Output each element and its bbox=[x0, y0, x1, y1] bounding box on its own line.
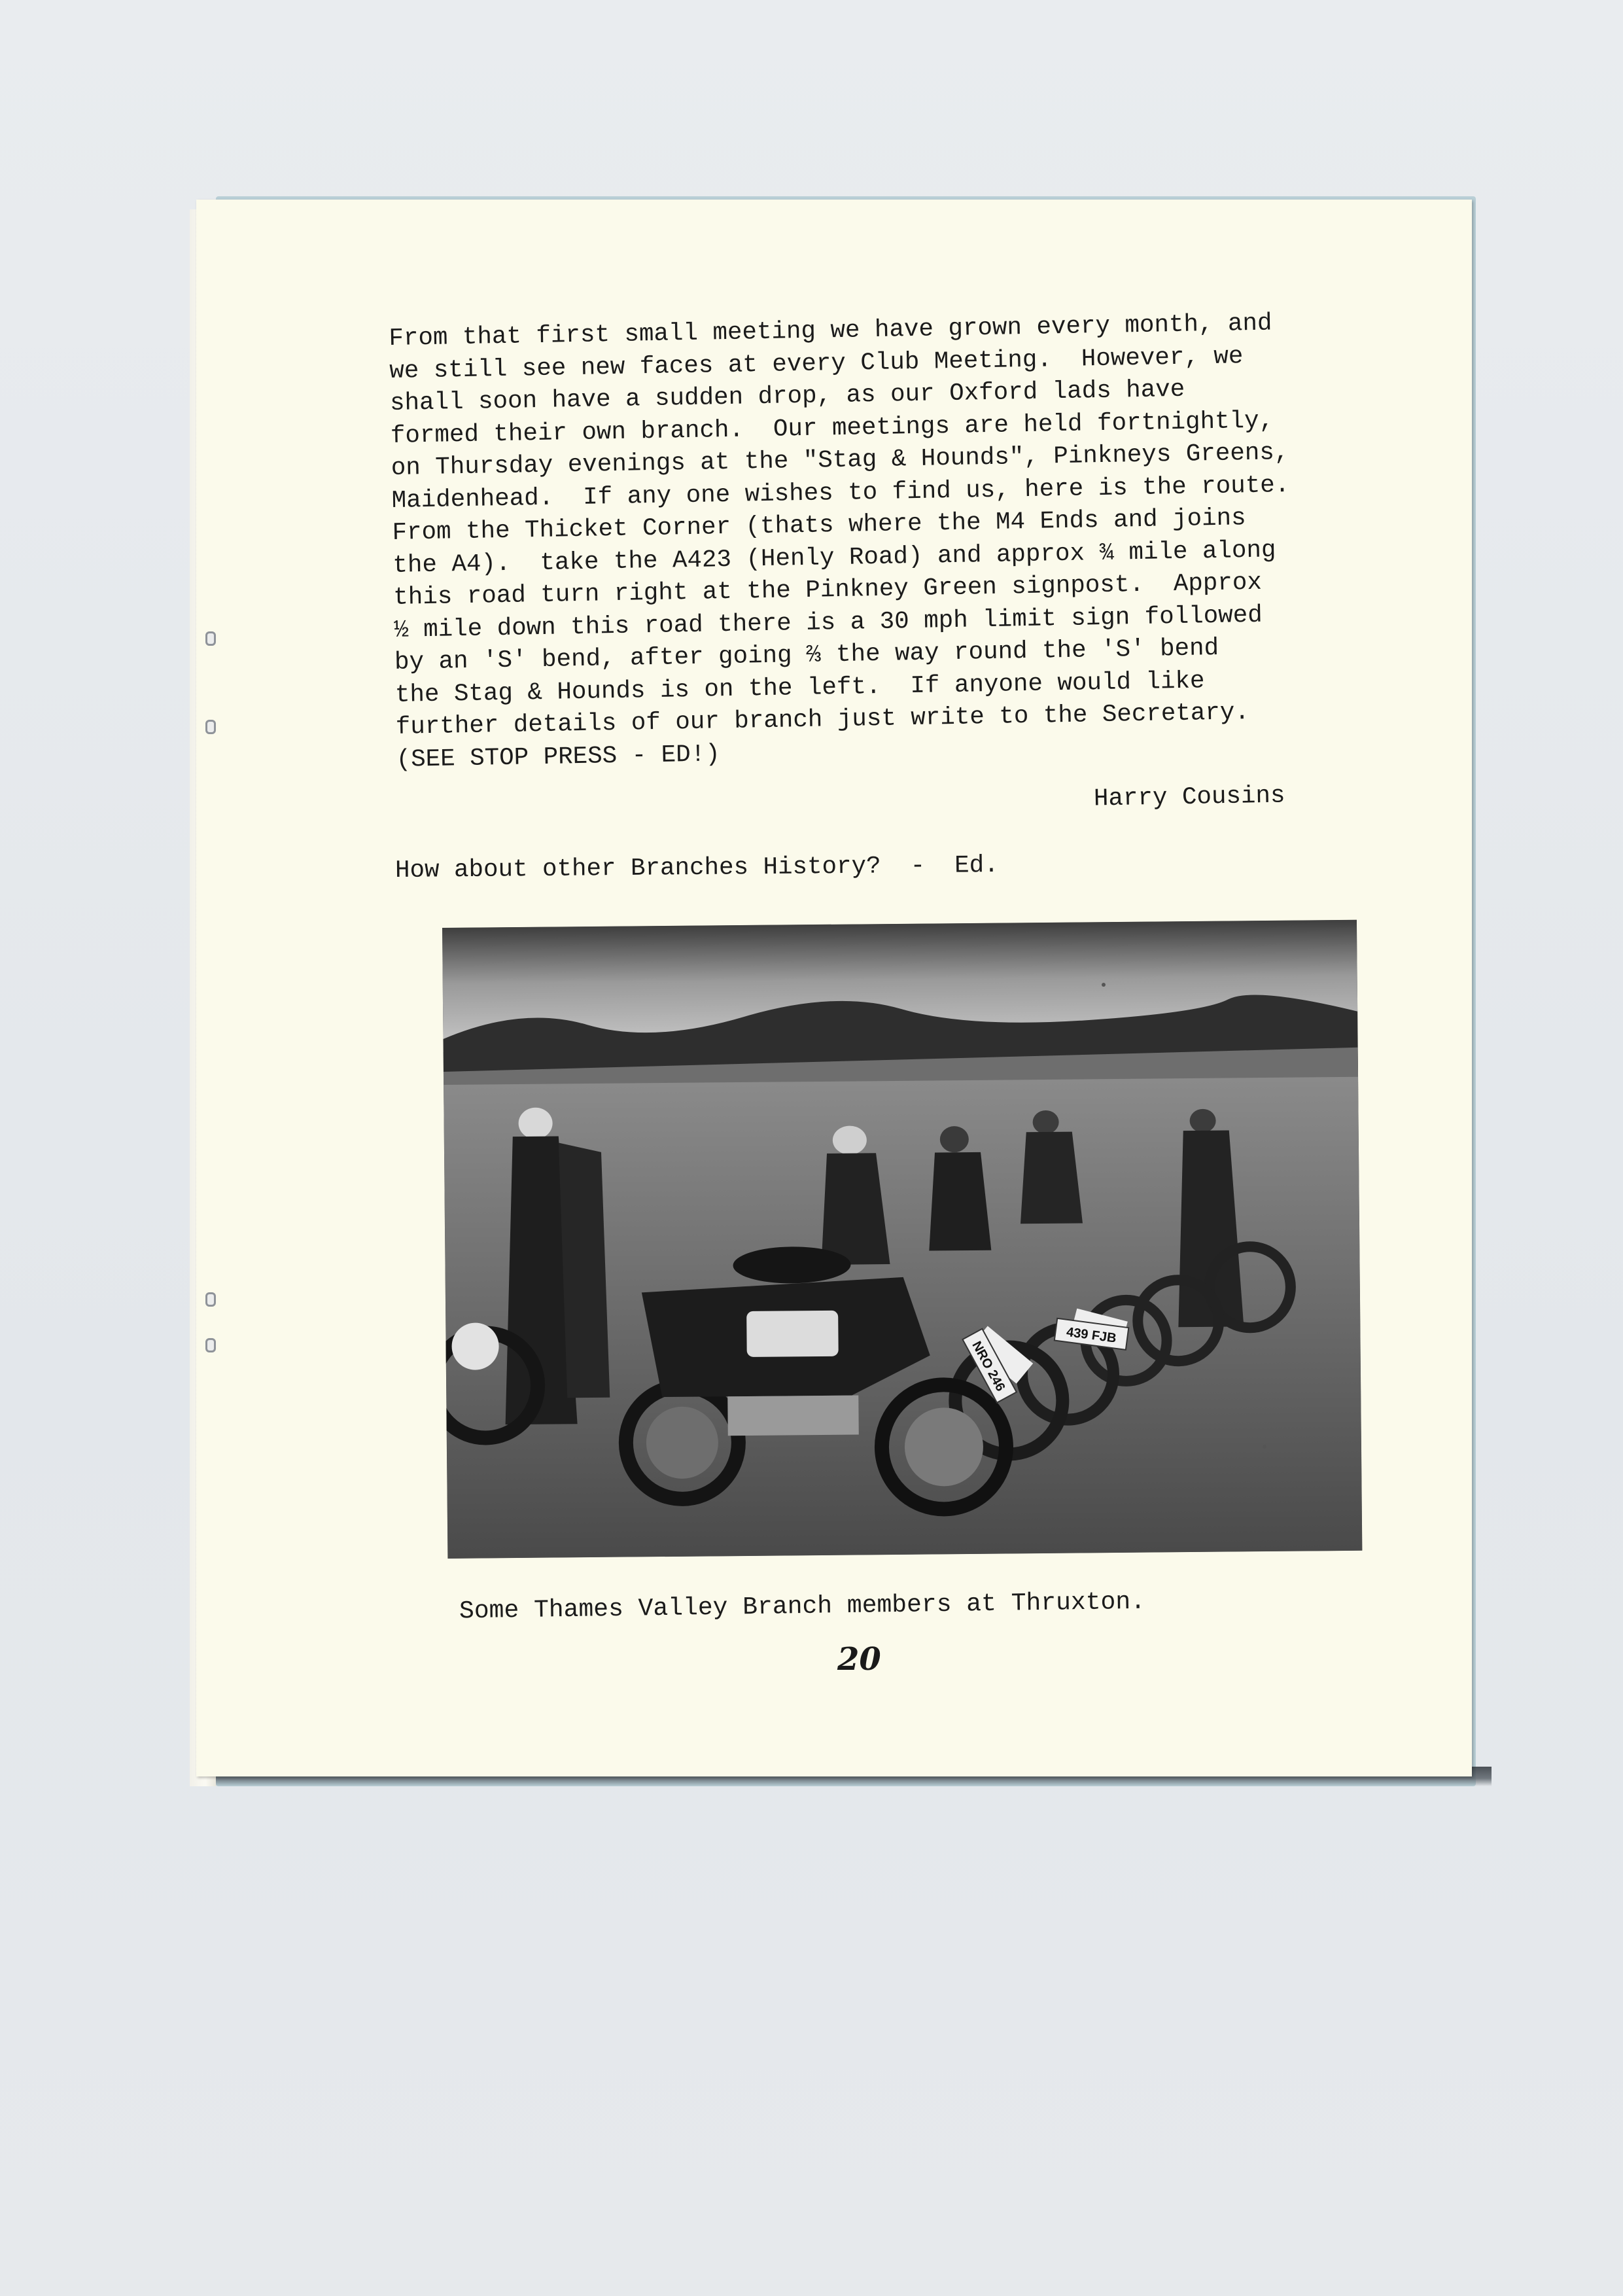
article-paragraph bbox=[389, 305, 1430, 776]
paragraph-line: this road turn right at the Pinkney Green signpost. Approx bbox=[393, 569, 1263, 612]
scan-speck bbox=[1102, 983, 1106, 987]
paragraph-line: the A4). take the A423 (Henly Road) and approx ¾ mile along bbox=[393, 536, 1276, 580]
staple bbox=[205, 631, 216, 646]
paragraph-line: formed their own branch. Our meetings are held fortnightly, bbox=[390, 406, 1274, 450]
paragraph-line: ½ mile down this road there is a 30 mph limit sign followed bbox=[393, 601, 1263, 645]
paragraph-line: Maidenhead. If any one wishes to find us, here is the route. bbox=[391, 471, 1290, 515]
paragraph-line: From that first small meeting we have grown every month, and bbox=[389, 309, 1272, 353]
paragraph-line: by an 'S' bend, after going ⅔ the way round the 'S' bend bbox=[394, 634, 1219, 677]
paragraph-line: on Thursday evenings at the "Stag & Hounds", Pinkneys Greens, bbox=[391, 439, 1289, 482]
page-number: 20 bbox=[837, 1641, 881, 1678]
editor-note: How about other Branches History? - Ed. bbox=[394, 851, 999, 885]
svg-text:439 FJB: 439 FJB bbox=[1065, 1324, 1117, 1346]
paragraph-line: we still see new faces at every Club Meeting. However, we bbox=[389, 342, 1244, 385]
paragraph-line: the Stag & Hounds is on the left. If anyone would like bbox=[394, 667, 1205, 709]
paragraph-line: shall soon have a sudden drop, as our Oxford lads have bbox=[389, 376, 1185, 417]
paragraph-line: further details of our branch just write to the Secretary. bbox=[395, 699, 1250, 741]
svg-text:NRO 246: NRO 246 bbox=[969, 1339, 1008, 1394]
scan-speck bbox=[1263, 1445, 1266, 1449]
paragraph-line: (SEE STOP PRESS - ED!) bbox=[396, 740, 721, 774]
photo-caption: Some Thames Valley Branch members at Thruxton. bbox=[459, 1587, 1146, 1626]
motorcycle-photo bbox=[442, 920, 1362, 1559]
staple bbox=[205, 1292, 216, 1307]
photo-image bbox=[442, 920, 1362, 1559]
staple bbox=[205, 1338, 216, 1352]
paragraph-line: From the Thicket Corner (thats where the M4 Ends and joins bbox=[392, 504, 1246, 547]
author-signature: Harry Cousins bbox=[1093, 782, 1285, 813]
staple bbox=[205, 720, 216, 734]
